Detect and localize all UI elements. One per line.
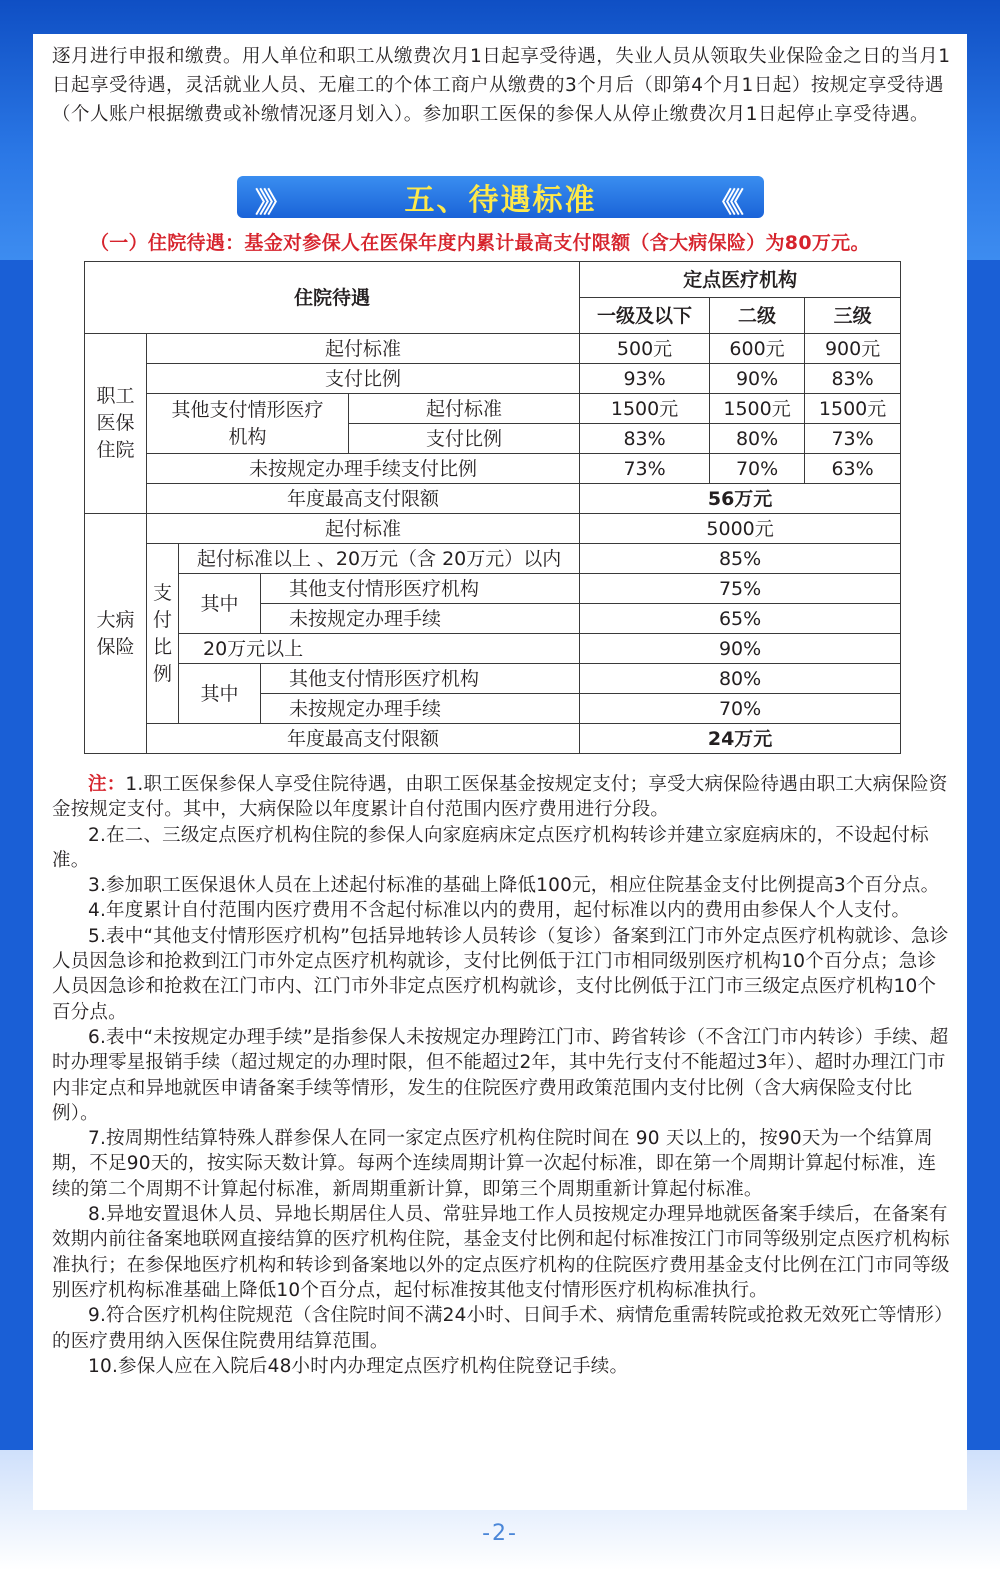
row-label: 年度最高支付限额 [147,724,580,754]
cell-value: 1500元 [580,394,710,424]
header-main: 住院待遇 [85,262,580,334]
cell-value: 85% [580,544,901,574]
cell-value: 80% [580,664,901,694]
row-label: 20万元以上 [179,634,580,664]
note-item: 3.参加职工医保退休人员在上述起付标准的基础上降低100元，相应住院基金支付比例提高3个百分点。 [88,875,940,897]
chevron-left-icon: 《《 [707,186,738,219]
row-label: 起付标准 [349,394,580,424]
note-item: 5.表中“其他支付情形医疗机构”包括异地转诊人员转诊（复诊）备案到江门市外定点医疗机构就诊、急诊人员因急诊和抢救到江门市外定点医疗机构就诊，支付比例低于江门市相同级别医疗机构10个百分点；急诊人员因急诊和抢救在江门市内、江门市外非定点医疗机构就诊，支付比例低于江门市三级定点医疗机构10个百分点。 [52,925,949,1023]
cell-value: 90% [580,634,901,664]
row-label: 其他支付情形医疗机构 [261,574,580,604]
cell-value: 83% [805,364,901,394]
cell-value: 600元 [710,334,805,364]
row-label: 起付标准 [147,334,580,364]
cell-value: 73% [580,454,710,484]
note-item: 10.参保人应在入院后48小时内办理定点医疗机构住院登记手续。 [88,1355,629,1377]
cell-value: 5000元 [580,514,901,544]
section-title: 五、待遇标准 [404,183,597,218]
cell-value: 65% [580,604,901,634]
row-label: 支付比例 [147,364,580,394]
cell-value: 900元 [805,334,901,364]
intro-paragraph: 逐月进行申报和缴费。用人单位和职工从缴费次月1日起享受待遇，失业人员从领取失业保险金之日的当月1日起享受待遇，灵活就业人员、无雇工的个体工商户从缴费的3个月后（即第4个月1日起）按规定享受待遇（个人账户根据缴费或补缴情况逐月划入）。参加职工医保的参保人从停止缴费次月1日起停止享受待遇。 [52,46,951,125]
cell-value: 75% [580,574,901,604]
cell-value: 70% [580,694,901,724]
row-label: 未按规定办理手续 [261,694,580,724]
cell-value: 93% [580,364,710,394]
among-label: 其中 [179,574,261,634]
cell-value: 63% [805,454,901,484]
note-item: 注：1.职工医保参保人享受住院待遇，由职工医保基金按规定支付；享受大病保险待遇由职工大病保险资金按规定支付。其中，大病保险以年度累计自付范围内医疗费用进行分段。 [52,774,948,821]
annual-limit-value: 56万元 [580,484,901,514]
row-label: 支付比例 [349,424,580,454]
cell-value: 73% [805,424,901,454]
row-label: 起付标准以上 、20万元（含 20万元）以内 [179,544,580,574]
section-banner [237,176,764,218]
cell-value: 1500元 [805,394,901,424]
notes-section [52,772,954,1379]
note-item: 8.异地安置退休人员、异地长期居住人员、常驻异地工作人员按规定办理异地就医备案手续后，在备案有效期内前往备案地联网直接结算的医疗机构住院，基金支付比例和起付标准按江门市同等级别定点医疗机构标准执行；在参保地医疗机构和转诊到备案地以外的定点医疗机构的住院医疗费用基金支付比例在江门市同等级别医疗机构标准基础上降低10个百分点，起付标准按其他支付情形医疗机构标准执行。 [52,1204,950,1301]
note-item: 6.表中“未按规定办理手续”是指参保人未按规定办理跨江门市、跨省转诊（不含江门市内转诊）手续、超时办理零星报销手续（超过规定的办理时限，但不能超过2年，其中先行支付不能超过3年）、超时办理江门市内非定点和异地就医申请备案手续等情形，发生的住院医疗费用政策范围内支付比例（含大病保险支付比例）。 [52,1026,949,1124]
page-number: -2- [482,1521,518,1546]
cell-value: 90% [710,364,805,394]
row-label: 其他支付情形医疗机构 [261,664,580,694]
cell-value: 83% [580,424,710,454]
other-institution-label: 其他支付情形医疗机构 [147,394,349,454]
cell-value: 70% [710,454,805,484]
header-level-2: 二级 [710,298,805,334]
note-item: 7.按周期性结算特殊人群参保人在同一家定点医疗机构住院时间在 90 天以上的，按90天为一个结算周期，不足90天的，按实际天数计算。每两个连续周期计算一次起付标准，即在第一个周期计算起付标准，连续的第二个周期不计算起付标准，新周期重新计算，即第三个周期重新计算起付标准。 [52,1128,937,1200]
cell-value: 1500元 [710,394,805,424]
subsection-heading: （一）住院待遇：基金对参保人在医保年度内累计最高支付限额（含大病保险）为80万元。 [90,232,870,254]
note-item: 4.年度累计自付范围内医疗费用不含起付标准以内的费用，起付标准以内的费用由参保人个人支付。 [88,900,911,922]
ratio-vertical-label: 支付比例 [147,544,179,724]
annual-limit-value: 24万元 [580,724,901,754]
cell-value: 500元 [580,334,710,364]
note-item: 9.符合医疗机构住院规范（含住院时间不满24小时、日间手术、病情危重需转院或抢救无效死亡等情形）的医疗费用纳入医保住院费用结算范围。 [52,1305,953,1352]
employee-group-label: 职工医保住院 [85,334,147,514]
among-label: 其中 [179,664,261,724]
benefit-table [84,261,901,754]
row-label: 年度最高支付限额 [147,484,580,514]
chevron-right-icon: 》》 [255,186,286,219]
row-label: 未按规定办理手续 [261,604,580,634]
critical-group-label: 大病保险 [85,514,147,754]
header-group: 定点医疗机构 [580,262,901,298]
header-level-3: 三级 [805,298,901,334]
note-item: 2.在二、三级定点医疗机构住院的参保人向家庭病床定点医疗机构转诊并建立家庭病床的，不设起付标准。 [52,824,929,871]
note-label: 注： [88,774,126,795]
cell-value: 80% [710,424,805,454]
row-label: 未按规定办理手续支付比例 [147,454,580,484]
row-label: 起付标准 [147,514,580,544]
header-level-1: 一级及以下 [580,298,710,334]
